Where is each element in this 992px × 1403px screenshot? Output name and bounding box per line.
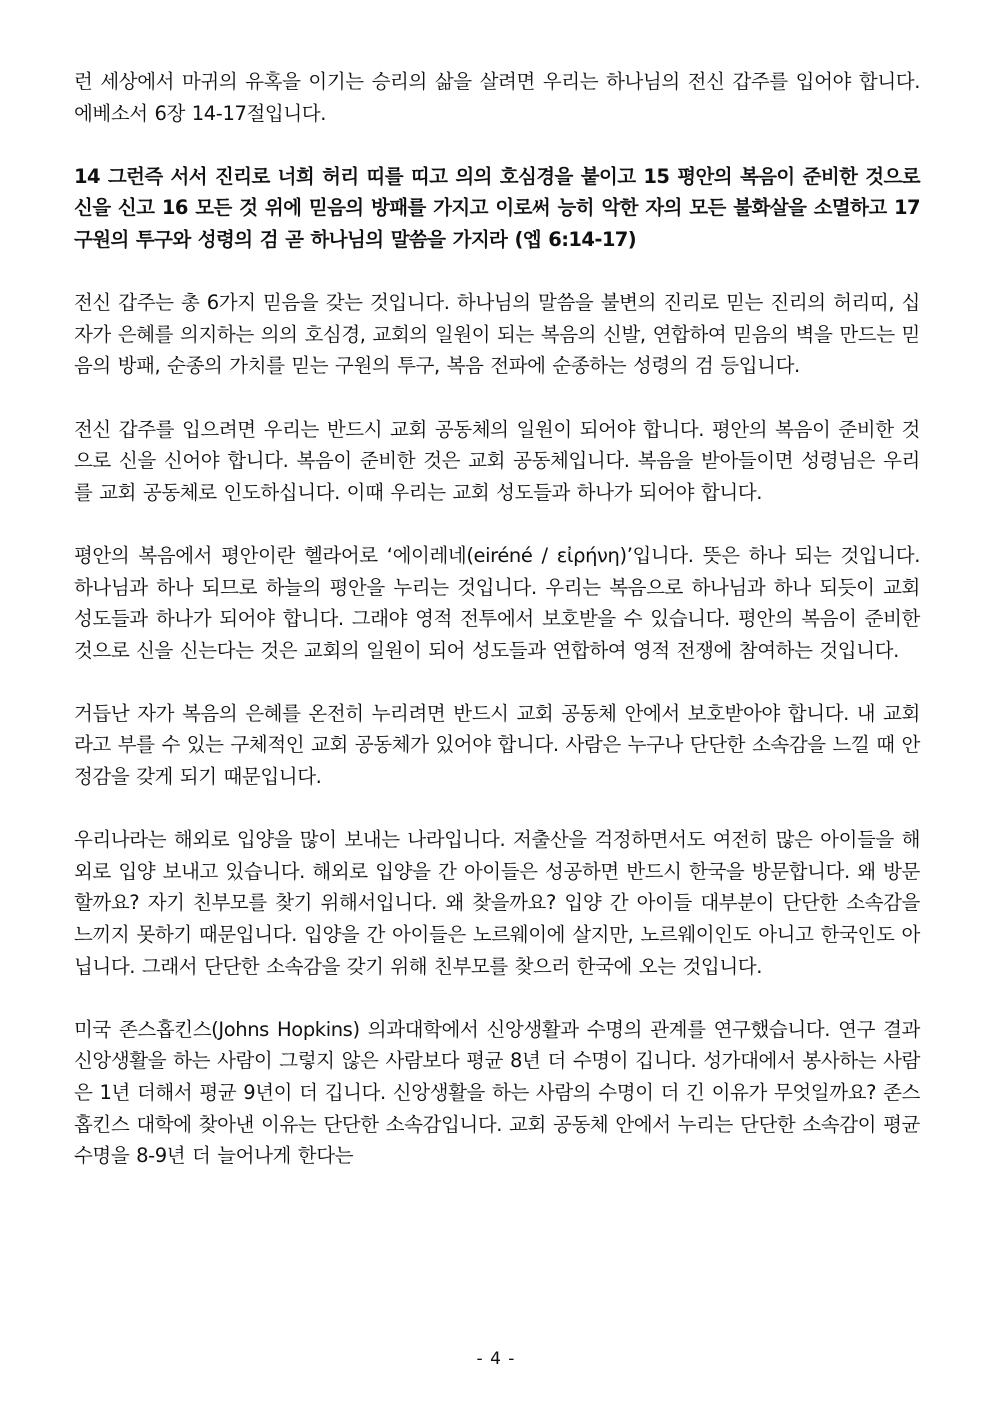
paragraph-belonging: 거듭난 자가 복음의 은혜를 온전히 누리려면 반드시 교회 공동체 안에서 보호받아야 합니다. 내 교회라고 부를 수 있는 구체적인 교회 공동체가 있어야 합니다. 사람은 누구나 단단한 소속감을 느낄 때 안정감을 갖게 되기 때문입니다.: [74, 701, 920, 789]
paragraph-gospel-of-peace: 평안의 복음에서 평안이란 헬라어로 ‘에이레네(eiréné / εἰρήνη)’입니다. 뜻은 하나 되는 것입니다. 하나님과 하나 되므로 하늘의 평안을 누리는 것입니다. 우리는 복음으로 하나님과 하나 되듯이 교회 성도들과 하나가 되어야 합니다. 그래야 영적 전투에서 보호받을 수 있습니다. 평안의 복음이 준비한 것으로 신을 신는다는 것은 교회의 일원이 되어 성도들과 연합하여 영적 전쟁에 참여하는 것입니다.: [74, 543, 920, 662]
paragraph-johns-hopkins: 미국 존스홉킨스(Johns Hopkins) 의과대학에서 신앙생활과 수명의 관계를 연구했습니다. 연구 결과 신앙생활을 하는 사람이 그렇지 않은 사람보다 평균 8년 더 수명이 깁니다. 성가대에서 봉사하는 사람은 1년 더해서 평균 9년이 더 깁니다. 신앙생활을 하는 사람의 수명이 더 긴 이유가 무엇일까요? 존스 홉킨스 대학에 찾아낸 이유는 단단한 소속감입니다. 교회 공동체 안에서 누리는 단단한 소속감이 평균 수명을 8-9년 더 늘어나게 한다는: [74, 1017, 920, 1168]
paragraph-intro: 런 세상에서 마귀의 유혹을 이기는 승리의 삶을 살려면 우리는 하나님의 전신 갑주를 입어야 합니다. 에베소서 6장 14-17절입니다.: [74, 70, 920, 125]
paragraph-scripture-quote: 14 그런즉 서서 진리로 너희 허리 띠를 띠고 의의 호심경을 붙이고 15 평안의 복음이 준비한 것으로 신을 신고 16 모든 것 위에 믿음의 방패를 가지고 이로써 능히 악한 자의 모든 불화살을 소멸하고 17 구원의 투구와 성령의 검 곧 하나님의 말씀을 가지라 (엡 6:14-17): [74, 164, 920, 251]
paragraph-adoption: 우리나라는 해외로 입양을 많이 보내는 나라입니다. 저출산을 걱정하면서도 여전히 많은 아이들을 해외로 입양 보내고 있습니다. 해외로 입양을 간 아이들은 성공하면 반드시 한국을 방문합니다. 왜 방문할까요? 자기 친부모를 찾기 위해서입니다. 왜 찾을까요? 입양 간 아이들 대부분이 단단한 소속감을 느끼지 못하기 때문입니다. 입양을 간 아이들은 노르웨이에 살지만, 노르웨이인도 아니고 한국인도 아닙니다. 그래서 단단한 소속감을 갖기 위해 친부모를 찾으러 한국에 오는 것입니다.: [74, 828, 920, 978]
document-body: [74, 66, 920, 1203]
page-number: - 4 -: [476, 1349, 516, 1369]
paragraph-armor-summary: 전신 갑주는 총 6가지 믿음을 갖는 것입니다. 하나님의 말씀을 불변의 진리로 믿는 진리의 허리띠, 십자가 은혜를 의지하는 의의 호심경, 교회의 일원이 되는 복음의 신발, 연합하여 믿음의 벽을 만드는 믿음의 방패, 순종의 가치를 믿는 구원의 투구, 복음 전파에 순종하는 성령의 검 등입니다.: [74, 291, 920, 378]
paragraph-church-community: 전신 갑주를 입으려면 우리는 반드시 교회 공동체의 일원이 되어야 합니다. 평안의 복음이 준비한 것으로 신을 신어야 합니다. 복음이 준비한 것은 교회 공동체입니다. 복음을 받아들이면 성령님은 우리를 교회 공동체로 인도하십니다. 이때 우리는 교회 성도들과 하나가 되어야 합니다.: [74, 417, 920, 504]
